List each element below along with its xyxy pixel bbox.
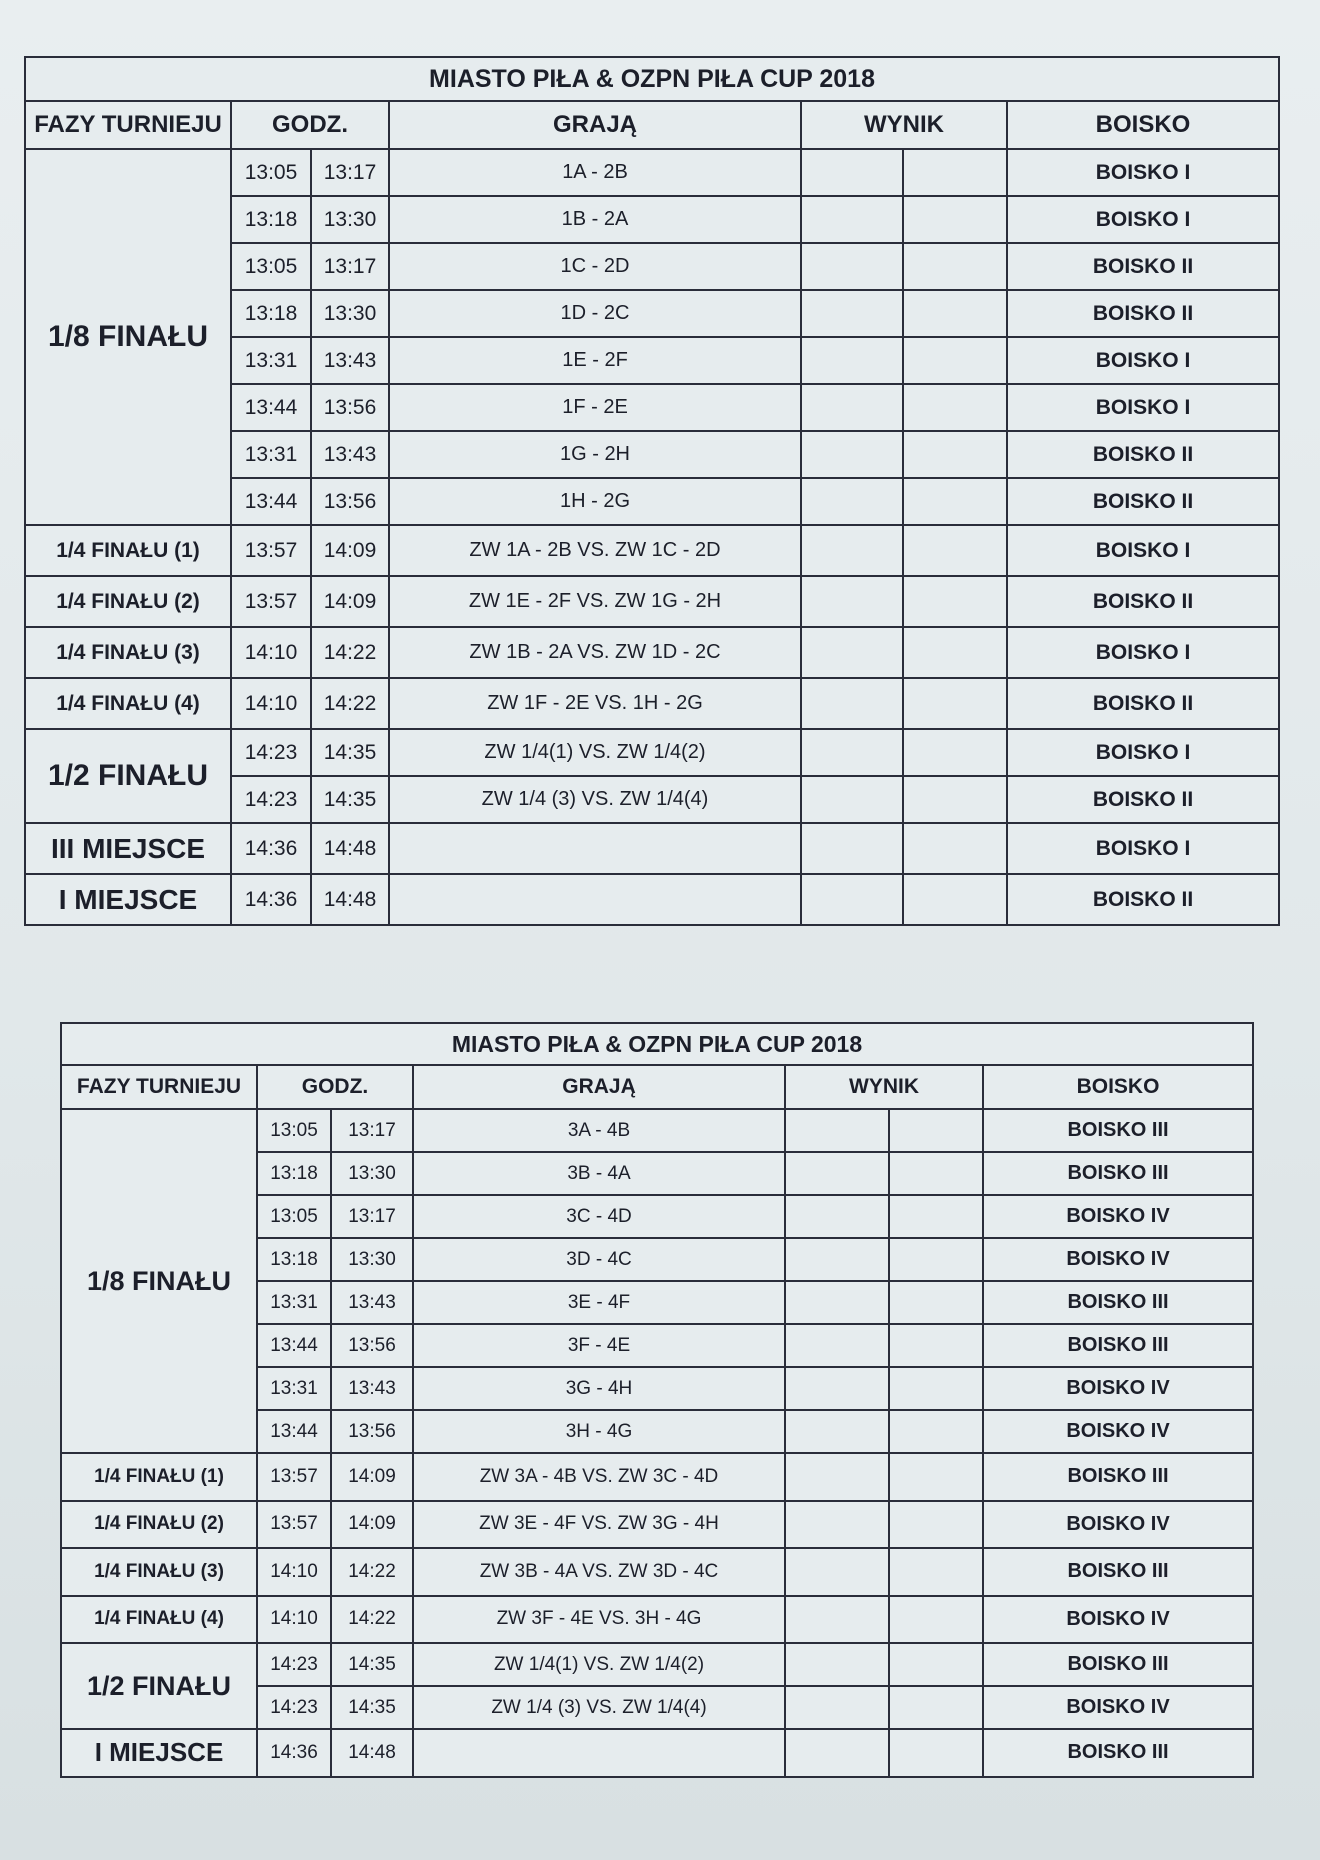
phase-label: I MIEJSCE	[25, 874, 231, 925]
score-away-cell	[903, 478, 1007, 525]
score-away-cell	[903, 627, 1007, 678]
match-pairing: 3D - 4C	[413, 1238, 785, 1281]
table-title: MIASTO PIŁA & OZPN PIŁA CUP 2018	[61, 1023, 1253, 1065]
score-home-cell	[801, 243, 903, 290]
table-row	[25, 525, 1279, 576]
start-time: 13:05	[257, 1109, 331, 1152]
header-time: GODZ.	[257, 1065, 413, 1109]
phase-label: III MIEJSCE	[25, 823, 231, 874]
field-name: BOISKO IV	[983, 1410, 1253, 1453]
match-pairing: 1D - 2C	[389, 290, 801, 337]
score-away-cell	[889, 1152, 983, 1195]
score-away-cell	[903, 729, 1007, 776]
field-name: BOISKO III	[983, 1152, 1253, 1195]
start-time: 13:57	[231, 576, 311, 627]
score-home-cell	[801, 431, 903, 478]
end-time: 14:22	[311, 627, 389, 678]
score-away-cell	[903, 823, 1007, 874]
field-name: BOISKO IV	[983, 1238, 1253, 1281]
score-away-cell	[903, 576, 1007, 627]
field-name: BOISKO II	[1007, 243, 1279, 290]
phase-label: 1/8 FINAŁU	[25, 149, 231, 525]
score-home-cell	[801, 196, 903, 243]
match-pairing: ZW 3F - 4E VS. 3H - 4G	[413, 1596, 785, 1644]
match-pairing	[389, 874, 801, 925]
match-pairing: 1A - 2B	[389, 149, 801, 196]
phase-label: 1/4 FINAŁU (1)	[61, 1453, 257, 1501]
end-time: 14:35	[331, 1643, 413, 1686]
field-name: BOISKO I	[1007, 337, 1279, 384]
table-row	[25, 874, 1279, 925]
match-pairing: 1B - 2A	[389, 196, 801, 243]
end-time: 13:17	[311, 243, 389, 290]
field-name: BOISKO I	[1007, 729, 1279, 776]
match-pairing: 3G - 4H	[413, 1367, 785, 1410]
table-row	[61, 1729, 1253, 1777]
start-time: 14:23	[257, 1686, 331, 1729]
match-pairing: 3E - 4F	[413, 1281, 785, 1324]
score-away-cell	[889, 1643, 983, 1686]
table-row	[25, 729, 1279, 776]
match-pairing: 1F - 2E	[389, 384, 801, 431]
table-row	[25, 627, 1279, 678]
title-row	[61, 1023, 1253, 1065]
table-row	[61, 1596, 1253, 1644]
phase-label: 1/4 FINAŁU (3)	[61, 1548, 257, 1596]
score-home-cell	[785, 1367, 889, 1410]
start-time: 14:23	[257, 1643, 331, 1686]
score-away-cell	[903, 431, 1007, 478]
start-time: 14:10	[257, 1596, 331, 1644]
end-time: 13:30	[311, 196, 389, 243]
phase-label: 1/4 FINAŁU (4)	[61, 1596, 257, 1644]
end-time: 13:43	[331, 1367, 413, 1410]
table-title: MIASTO PIŁA & OZPN PIŁA CUP 2018	[25, 57, 1279, 101]
score-home-cell	[801, 337, 903, 384]
score-home-cell	[785, 1152, 889, 1195]
end-time: 14:22	[311, 678, 389, 729]
phase-label: 1/4 FINAŁU (1)	[25, 525, 231, 576]
header-field: BOISKO	[1007, 101, 1279, 149]
field-name: BOISKO III	[983, 1643, 1253, 1686]
start-time: 13:05	[257, 1195, 331, 1238]
start-time: 13:31	[257, 1281, 331, 1324]
field-name: BOISKO II	[1007, 576, 1279, 627]
match-pairing: ZW 3A - 4B VS. ZW 3C - 4D	[413, 1453, 785, 1501]
score-home-cell	[801, 874, 903, 925]
end-time: 13:56	[331, 1410, 413, 1453]
match-pairing: ZW 3B - 4A VS. ZW 3D - 4C	[413, 1548, 785, 1596]
score-away-cell	[903, 384, 1007, 431]
start-time: 13:18	[231, 290, 311, 337]
field-name: BOISKO III	[983, 1109, 1253, 1152]
header-time: GODZ.	[231, 101, 389, 149]
end-time: 14:09	[331, 1501, 413, 1549]
match-pairing: 3B - 4A	[413, 1152, 785, 1195]
start-time: 13:57	[231, 525, 311, 576]
start-time: 13:57	[257, 1501, 331, 1549]
field-name: BOISKO IV	[983, 1367, 1253, 1410]
header-row	[61, 1065, 1253, 1109]
match-pairing: ZW 1/4 (3) VS. ZW 1/4(4)	[413, 1686, 785, 1729]
phase-label: 1/4 FINAŁU (3)	[25, 627, 231, 678]
phase-label: 1/4 FINAŁU (4)	[25, 678, 231, 729]
field-name: BOISKO III	[983, 1548, 1253, 1596]
score-away-cell	[889, 1195, 983, 1238]
field-name: BOISKO III	[983, 1729, 1253, 1777]
end-time: 14:22	[331, 1596, 413, 1644]
match-pairing: ZW 1/4 (3) VS. ZW 1/4(4)	[389, 776, 801, 823]
start-time: 14:23	[231, 729, 311, 776]
score-home-cell	[785, 1501, 889, 1549]
match-pairing: 1G - 2H	[389, 431, 801, 478]
field-name: BOISKO II	[1007, 678, 1279, 729]
score-home-cell	[785, 1238, 889, 1281]
score-home-cell	[801, 525, 903, 576]
score-away-cell	[889, 1367, 983, 1410]
start-time: 13:05	[231, 243, 311, 290]
table-row	[61, 1643, 1253, 1686]
end-time: 13:43	[311, 431, 389, 478]
end-time: 14:35	[311, 776, 389, 823]
match-pairing: ZW 1B - 2A VS. ZW 1D - 2C	[389, 627, 801, 678]
field-name: BOISKO I	[1007, 196, 1279, 243]
end-time: 13:56	[311, 384, 389, 431]
field-name: BOISKO I	[1007, 384, 1279, 431]
score-home-cell	[801, 478, 903, 525]
score-home-cell	[785, 1324, 889, 1367]
score-home-cell	[801, 384, 903, 431]
field-name: BOISKO II	[1007, 290, 1279, 337]
schedule-table-1	[24, 56, 1280, 926]
start-time: 13:44	[257, 1410, 331, 1453]
field-name: BOISKO I	[1007, 627, 1279, 678]
score-away-cell	[903, 874, 1007, 925]
end-time: 13:43	[311, 337, 389, 384]
match-pairing	[389, 823, 801, 874]
match-pairing: 3H - 4G	[413, 1410, 785, 1453]
score-home-cell	[785, 1643, 889, 1686]
score-away-cell	[889, 1729, 983, 1777]
table-row	[25, 823, 1279, 874]
field-name: BOISKO IV	[983, 1195, 1253, 1238]
start-time: 13:44	[231, 384, 311, 431]
end-time: 13:17	[331, 1195, 413, 1238]
score-away-cell	[903, 290, 1007, 337]
start-time: 13:31	[257, 1367, 331, 1410]
start-time: 14:23	[231, 776, 311, 823]
table-row	[61, 1501, 1253, 1549]
table-row	[25, 576, 1279, 627]
score-away-cell	[889, 1686, 983, 1729]
end-time: 13:56	[311, 478, 389, 525]
score-away-cell	[889, 1238, 983, 1281]
match-pairing: ZW 1E - 2F VS. ZW 1G - 2H	[389, 576, 801, 627]
start-time: 13:44	[257, 1324, 331, 1367]
score-home-cell	[785, 1596, 889, 1644]
score-home-cell	[801, 576, 903, 627]
end-time: 14:22	[331, 1548, 413, 1596]
phase-label: 1/2 FINAŁU	[25, 729, 231, 823]
score-home-cell	[785, 1729, 889, 1777]
end-time: 14:48	[331, 1729, 413, 1777]
end-time: 13:17	[311, 149, 389, 196]
field-name: BOISKO I	[1007, 525, 1279, 576]
table-row	[25, 678, 1279, 729]
start-time: 14:36	[257, 1729, 331, 1777]
start-time: 14:10	[231, 678, 311, 729]
match-pairing: 1C - 2D	[389, 243, 801, 290]
score-home-cell	[801, 823, 903, 874]
field-name: BOISKO II	[1007, 478, 1279, 525]
table-row	[25, 149, 1279, 196]
field-name: BOISKO II	[1007, 431, 1279, 478]
score-home-cell	[801, 627, 903, 678]
score-home-cell	[785, 1548, 889, 1596]
header-phase: FAZY TURNIEJU	[25, 101, 231, 149]
end-time: 14:09	[311, 525, 389, 576]
end-time: 13:56	[331, 1324, 413, 1367]
start-time: 13:05	[231, 149, 311, 196]
end-time: 13:17	[331, 1109, 413, 1152]
start-time: 13:18	[231, 196, 311, 243]
score-home-cell	[801, 678, 903, 729]
score-home-cell	[801, 776, 903, 823]
score-home-cell	[785, 1410, 889, 1453]
start-time: 13:31	[231, 337, 311, 384]
score-away-cell	[889, 1410, 983, 1453]
table-row	[61, 1453, 1253, 1501]
end-time: 13:43	[331, 1281, 413, 1324]
field-name: BOISKO II	[1007, 874, 1279, 925]
start-time: 13:57	[257, 1453, 331, 1501]
match-pairing: ZW 1A - 2B VS. ZW 1C - 2D	[389, 525, 801, 576]
score-home-cell	[785, 1281, 889, 1324]
title-row	[25, 57, 1279, 101]
field-name: BOISKO II	[1007, 776, 1279, 823]
end-time: 13:30	[311, 290, 389, 337]
match-pairing	[413, 1729, 785, 1777]
field-name: BOISKO I	[1007, 149, 1279, 196]
match-pairing: ZW 3E - 4F VS. ZW 3G - 4H	[413, 1501, 785, 1549]
end-time: 14:09	[331, 1453, 413, 1501]
score-home-cell	[801, 290, 903, 337]
end-time: 14:48	[311, 874, 389, 925]
score-away-cell	[889, 1501, 983, 1549]
phase-label: I MIEJSCE	[61, 1729, 257, 1777]
match-pairing: 1H - 2G	[389, 478, 801, 525]
start-time: 13:18	[257, 1152, 331, 1195]
start-time: 13:18	[257, 1238, 331, 1281]
end-time: 13:30	[331, 1152, 413, 1195]
score-away-cell	[889, 1596, 983, 1644]
score-home-cell	[785, 1453, 889, 1501]
field-name: BOISKO III	[983, 1324, 1253, 1367]
field-name: BOISKO III	[983, 1281, 1253, 1324]
score-home-cell	[785, 1686, 889, 1729]
table-row	[61, 1109, 1253, 1152]
match-pairing: ZW 1/4(1) VS. ZW 1/4(2)	[389, 729, 801, 776]
score-away-cell	[903, 525, 1007, 576]
score-home-cell	[801, 149, 903, 196]
field-name: BOISKO I	[1007, 823, 1279, 874]
score-home-cell	[785, 1195, 889, 1238]
score-away-cell	[903, 776, 1007, 823]
start-time: 14:36	[231, 874, 311, 925]
start-time: 14:36	[231, 823, 311, 874]
phase-label: 1/8 FINAŁU	[61, 1109, 257, 1453]
match-pairing: 3F - 4E	[413, 1324, 785, 1367]
header-score: WYNIK	[801, 101, 1007, 149]
end-time: 14:48	[311, 823, 389, 874]
end-time: 14:35	[331, 1686, 413, 1729]
match-pairing: ZW 1F - 2E VS. 1H - 2G	[389, 678, 801, 729]
phase-label: 1/2 FINAŁU	[61, 1643, 257, 1729]
start-time: 13:44	[231, 478, 311, 525]
match-pairing: 1E - 2F	[389, 337, 801, 384]
schedule-table-2	[60, 1022, 1254, 1778]
header-match: GRAJĄ	[389, 101, 801, 149]
end-time: 13:30	[331, 1238, 413, 1281]
start-time: 13:31	[231, 431, 311, 478]
score-away-cell	[903, 149, 1007, 196]
end-time: 14:09	[311, 576, 389, 627]
phase-label: 1/4 FINAŁU (2)	[25, 576, 231, 627]
header-field: BOISKO	[983, 1065, 1253, 1109]
header-row	[25, 101, 1279, 149]
field-name: BOISKO IV	[983, 1596, 1253, 1644]
score-away-cell	[903, 196, 1007, 243]
score-home-cell	[801, 729, 903, 776]
score-away-cell	[903, 337, 1007, 384]
score-home-cell	[785, 1109, 889, 1152]
match-pairing: ZW 1/4(1) VS. ZW 1/4(2)	[413, 1643, 785, 1686]
start-time: 14:10	[257, 1548, 331, 1596]
end-time: 14:35	[311, 729, 389, 776]
table-row	[61, 1548, 1253, 1596]
header-score: WYNIK	[785, 1065, 983, 1109]
score-away-cell	[889, 1548, 983, 1596]
field-name: BOISKO IV	[983, 1501, 1253, 1549]
score-away-cell	[903, 243, 1007, 290]
score-away-cell	[889, 1109, 983, 1152]
header-phase: FAZY TURNIEJU	[61, 1065, 257, 1109]
score-away-cell	[889, 1453, 983, 1501]
match-pairing: 3C - 4D	[413, 1195, 785, 1238]
field-name: BOISKO III	[983, 1453, 1253, 1501]
score-away-cell	[889, 1281, 983, 1324]
field-name: BOISKO IV	[983, 1686, 1253, 1729]
start-time: 14:10	[231, 627, 311, 678]
match-pairing: 3A - 4B	[413, 1109, 785, 1152]
score-away-cell	[903, 678, 1007, 729]
header-match: GRAJĄ	[413, 1065, 785, 1109]
phase-label: 1/4 FINAŁU (2)	[61, 1501, 257, 1549]
score-away-cell	[889, 1324, 983, 1367]
